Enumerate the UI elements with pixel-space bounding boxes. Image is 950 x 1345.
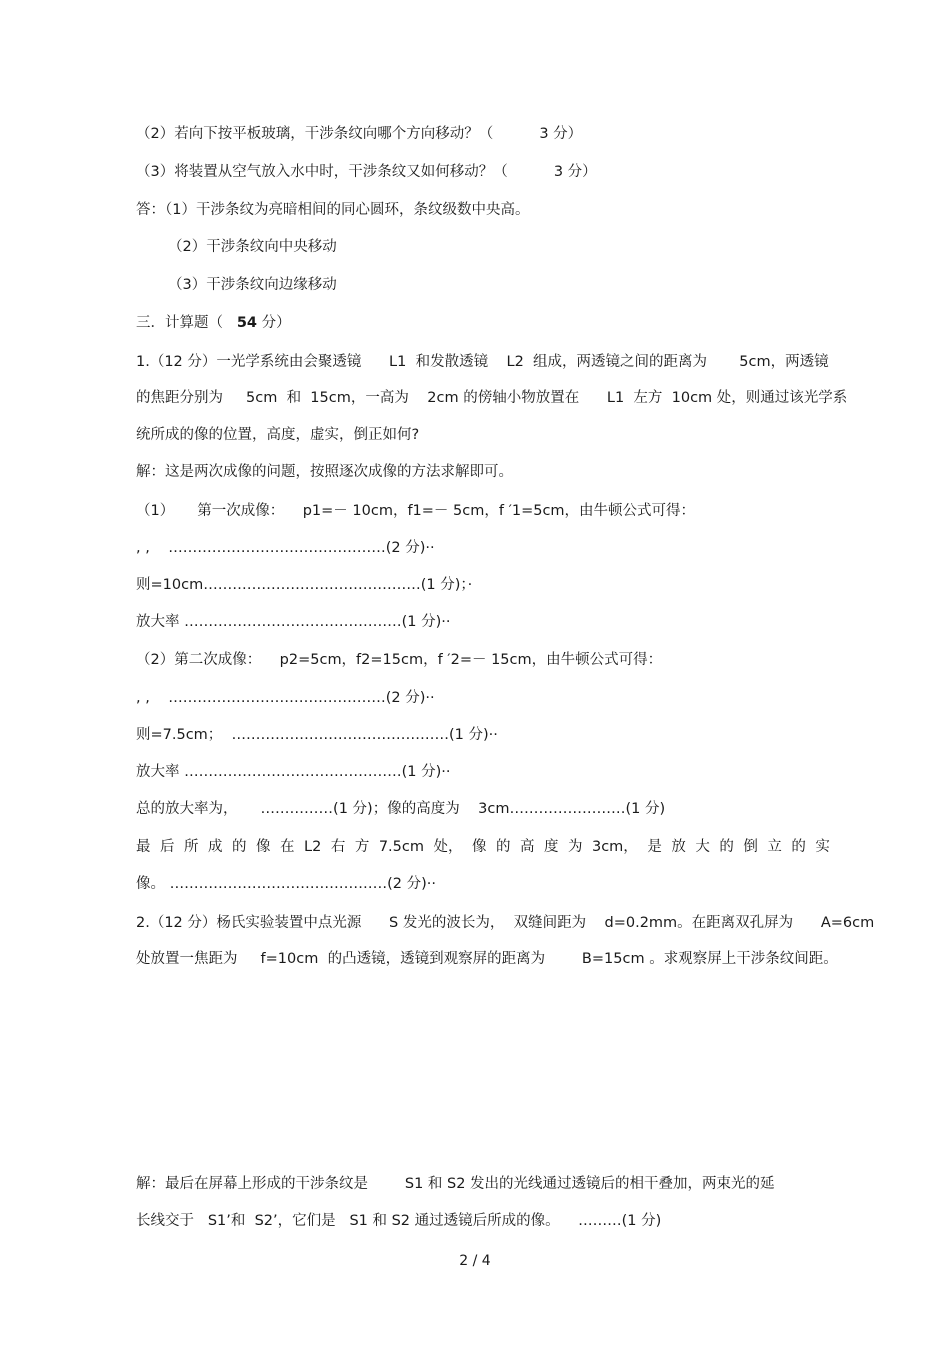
final-image-word: 度 [543,839,559,855]
first-imaging-formula: , , ………………………………………(2 分)·· [136,540,435,556]
final-image-word: 成 [208,839,223,855]
final-image-word: L2 [304,839,322,855]
final-image-line-end: 像。 ………………………………………(2 分)·· [136,876,436,892]
final-image-word: 方 [354,839,370,855]
question-part-3: （3）将装置从空气放入水中时，干涉条纹又如何移动？（ 3 分） [136,164,597,180]
final-image-word: 像 [471,839,487,855]
first-image-distance: 则=10cm………………………………………(1 分)；· [136,577,473,593]
second-imaging-step: （2）第二次成像： p2=5cm，f2=15cm，f ′2=－ 15cm，由牛顿公式可得： [136,652,663,668]
final-image-word: 处， [433,839,463,855]
final-image-word: 的 [719,839,734,855]
answer-part-1: 答：（1）干涉条纹为亮暗相间的同心圆环，条纹级数中央高。 [136,202,530,218]
final-image-word: 的 [232,839,247,855]
final-image-word: 高 [519,839,535,855]
second-magnification: 放大率 ………………………………………(1 分)·· [136,764,451,780]
final-image-word: 实 [815,839,830,855]
first-magnification: 放大率 ………………………………………(1 分)·· [136,614,451,630]
second-imaging-formula: , , ………………………………………(2 分)·· [136,690,435,706]
solution-2-line-2: 长线交于 S1’和 S2’，它们是 S1 和 S2 通过透镜后所成的像。 ………(1 分) [136,1213,662,1229]
answer-part-3: （3）干涉条纹向边缘移动 [168,277,337,293]
problem-1-line-2: 的焦距分别为 5cm 和 15cm，一高为 2cm 的傍轴小物放置在 L1 左方 10cm 处，则通过该光学系 [136,390,848,406]
problem-1-line-3: 统所成的像的位置，高度，虚实，倒正如何? [136,427,420,443]
solution-1-intro: 解：这是两次成像的问题，按照逐次成像的方法求解即可。 [136,464,513,480]
solution-2-line-1: 解：最后在屏幕上形成的干涉条纹是 S1 和 S2 发出的光线通过透镜后的相干叠加，两束光的延 [136,1176,775,1192]
problem-2-line-1: 2.（12 分）杨氏实验装置中点光源 S 发光的波长为， 双缝间距为 d=0.2mm。在距离双孔屏为 A=6cm [136,915,875,931]
page-number: 2 / 4 [459,1253,491,1269]
problem-2-line-2: 处放置一焦距为 f=10cm 的凸透镜，透镜到观察屏的距离为 B=15cm 。求观察屏上干涉条纹间距。 [136,951,838,967]
final-image-word: 的 [791,839,806,855]
final-image-word: 右 [330,839,346,855]
final-image-word: 后 [160,839,175,855]
total-magnification: 总的放大率为， ……………(1 分)；像的高度为 3cm……………………(1 分) [136,801,666,817]
section-heading-prefix: 三．计算题（ [136,315,237,331]
final-image-word: 在 [280,839,295,855]
question-part-2: （2）若向下按平板玻璃，干涉条纹向哪个方向移动？（ 3 分） [136,126,583,142]
final-image-word: 倒 [743,839,758,855]
first-imaging-step: （1） 第一次成像： p1=－ 10cm，f1=－ 5cm，f ′1=5cm，由牛顿公式可得： [136,503,696,519]
final-image-word: 是 [647,839,662,855]
final-image-word: 放 [671,839,686,855]
final-image-word: 立 [767,839,782,855]
final-image-word: 像 [256,839,271,855]
final-image-word: 最 [136,839,151,855]
second-image-distance: 则=7.5cm； ………………………………………(1 分)·· [136,727,498,743]
final-image-line [136,837,830,857]
final-image-word: 7.5cm [378,839,424,855]
section-heading [136,313,291,333]
answer-part-2: （2）干涉条纹向中央移动 [168,239,337,255]
section-heading-suffix: 分） [257,315,291,331]
final-image-word: 所 [184,839,199,855]
section-heading-score: 54 [236,315,258,331]
final-image-word: 为 [567,839,583,855]
final-image-word: 3cm， [591,839,638,855]
final-image-word: 大 [695,839,710,855]
final-image-word: 的 [495,839,511,855]
problem-1-line-1: 1.（12 分）一光学系统由会聚透镜 L1 和发散透镜 L2 组成，两透镜之间的距离为 5cm，两透镜 [136,354,829,370]
